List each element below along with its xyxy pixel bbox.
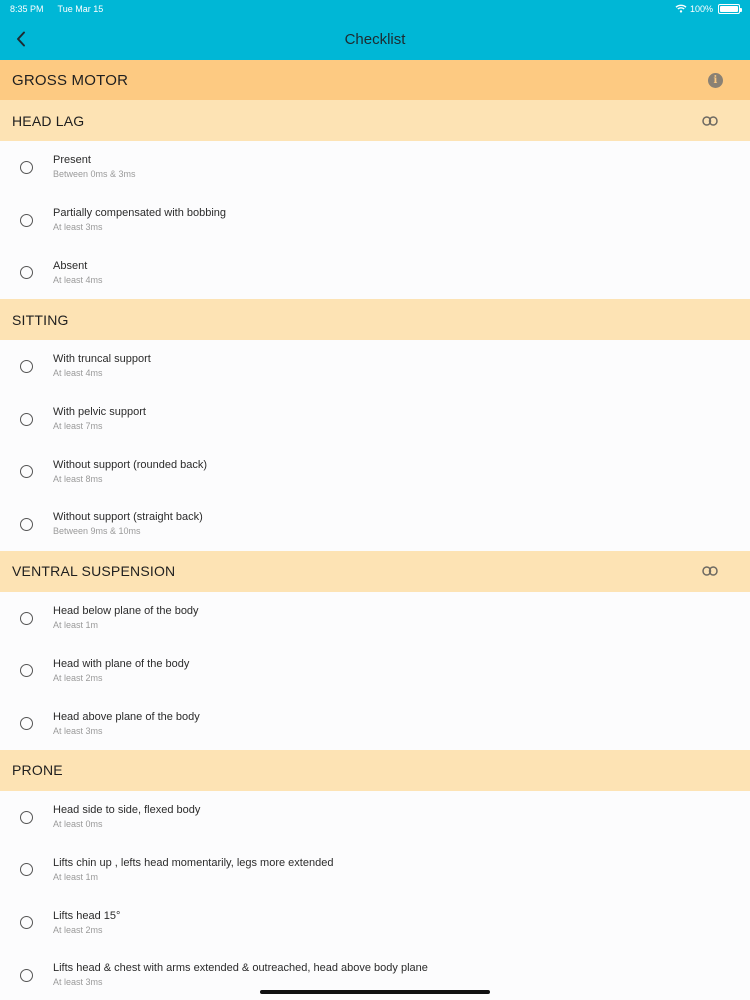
checklist-item[interactable] <box>0 498 750 551</box>
item-text <box>53 259 103 287</box>
radio-button[interactable] <box>20 863 33 876</box>
item-label: With pelvic support <box>53 406 146 419</box>
checklist-item[interactable] <box>0 194 750 247</box>
item-label: Head above plane of the body <box>53 710 200 723</box>
link-icon[interactable] <box>702 566 718 576</box>
checklist-item[interactable] <box>0 246 750 299</box>
battery-percent: 100% <box>689 4 713 14</box>
item-text <box>53 458 207 486</box>
item-text <box>53 803 200 831</box>
item-age: At least 8ms <box>53 473 103 484</box>
item-age: At least 3ms <box>53 977 103 985</box>
item-age: At least 7ms <box>53 421 103 432</box>
item-label: Lifts head & chest with arms extended & outreached, head above body plane <box>53 962 428 975</box>
category-header <box>0 60 750 100</box>
section-title: HEAD LAG <box>12 112 85 129</box>
item-age: At least 4ms <box>53 368 103 379</box>
radio-button[interactable] <box>20 969 33 982</box>
battery-icon <box>718 4 740 14</box>
item-label: With truncal support <box>53 353 151 366</box>
home-indicator <box>260 990 490 994</box>
status-bar <box>0 0 750 18</box>
radio-button[interactable] <box>20 413 33 426</box>
item-text <box>53 510 203 538</box>
radio-button[interactable] <box>20 214 33 227</box>
item-label: Absent <box>53 259 88 272</box>
page-title: Checklist <box>344 30 406 48</box>
item-label: Lifts chin up , lefts head momentarily, legs more extended <box>53 856 334 869</box>
checklist-item[interactable] <box>0 141 750 194</box>
item-text <box>53 153 136 181</box>
item-age: At least 2ms <box>53 924 103 935</box>
item-label: Head side to side, flexed body <box>53 804 201 817</box>
item-text <box>53 206 226 234</box>
item-text <box>53 856 333 884</box>
item-age: At least 1m <box>53 620 99 631</box>
radio-button[interactable] <box>20 465 33 478</box>
info-icon[interactable]: i <box>708 73 723 88</box>
wifi-icon <box>675 4 687 15</box>
radio-button[interactable] <box>20 811 33 824</box>
status-right <box>675 4 740 15</box>
checklist-item[interactable] <box>0 791 750 844</box>
section-header <box>0 299 750 340</box>
checklist-item[interactable] <box>0 949 750 985</box>
checklist-item[interactable] <box>0 844 750 897</box>
chevron-left-icon <box>15 31 27 47</box>
item-text <box>53 604 199 632</box>
item-age: Between 9ms & 10ms <box>53 526 141 537</box>
checklist-item[interactable] <box>0 340 750 393</box>
checklist-item[interactable] <box>0 697 750 750</box>
item-age: At least 0ms <box>53 819 103 830</box>
item-age: At least 4ms <box>53 274 103 285</box>
item-label: Head with plane of the body <box>53 657 190 670</box>
category-title: GROSS MOTOR <box>12 71 129 89</box>
item-label: Head below plane of the body <box>53 605 199 618</box>
radio-button[interactable] <box>20 664 33 677</box>
radio-button[interactable] <box>20 360 33 373</box>
item-text <box>53 909 120 937</box>
checklist-item[interactable] <box>0 896 750 949</box>
item-label: Without support (rounded back) <box>53 458 208 471</box>
item-age: At least 2ms <box>53 672 103 683</box>
section-header <box>0 750 750 791</box>
item-label: Present <box>53 154 91 167</box>
checklist-item[interactable] <box>0 393 750 446</box>
item-text <box>53 710 200 738</box>
item-label: Without support (straight back) <box>53 511 203 524</box>
item-text <box>53 657 189 685</box>
section-title: SITTING <box>12 311 69 328</box>
radio-button[interactable] <box>20 916 33 929</box>
radio-button[interactable] <box>20 518 33 531</box>
radio-button[interactable] <box>20 161 33 174</box>
section-title: PRONE <box>12 762 63 779</box>
section-title: VENTRAL SUSPENSION <box>12 563 176 580</box>
back-button[interactable] <box>8 26 34 52</box>
checklist-item[interactable] <box>0 592 750 645</box>
item-text <box>53 961 428 985</box>
section-header <box>0 551 750 592</box>
section-header <box>0 100 750 141</box>
checklist-item[interactable] <box>0 645 750 698</box>
status-time: 8:35 PM <box>10 4 44 14</box>
link-icon[interactable] <box>702 116 718 126</box>
item-age: Between 0ms & 3ms <box>53 169 136 180</box>
status-date: Tue Mar 15 <box>57 4 104 14</box>
checklist-item[interactable] <box>0 445 750 498</box>
checklist-content <box>0 100 750 985</box>
item-text <box>53 352 151 380</box>
item-label: Lifts head 15° <box>53 909 121 922</box>
radio-button[interactable] <box>20 612 33 625</box>
navigation-bar <box>0 18 750 60</box>
radio-button[interactable] <box>20 266 33 279</box>
item-age: At least 3ms <box>53 725 103 736</box>
item-age: At least 3ms <box>53 222 103 233</box>
item-label: Partially compensated with bobbing <box>53 207 227 220</box>
item-age: At least 1m <box>53 871 99 882</box>
item-text <box>53 405 146 433</box>
radio-button[interactable] <box>20 717 33 730</box>
